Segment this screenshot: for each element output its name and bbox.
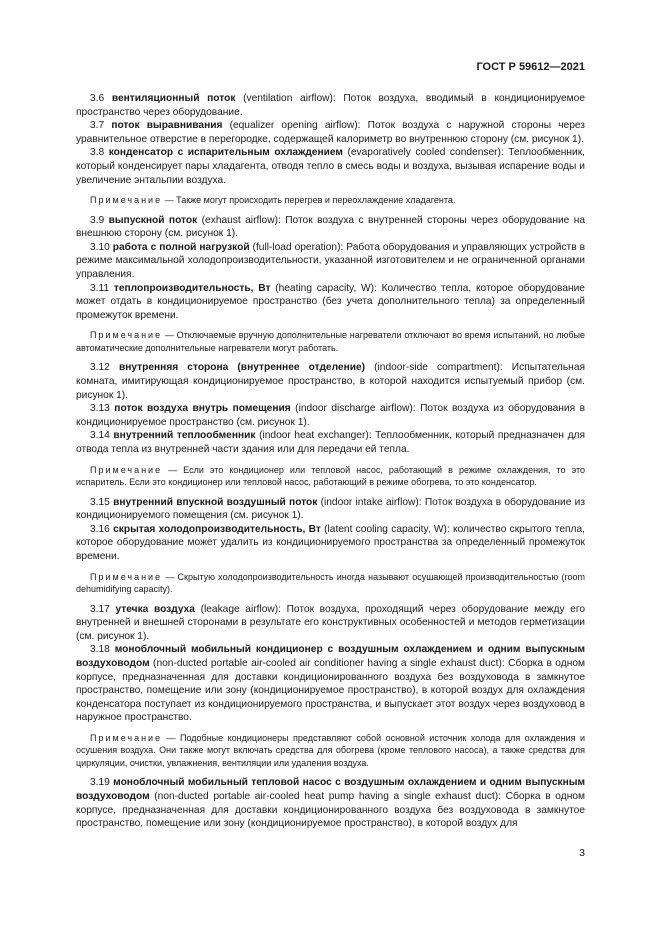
term: работа с полной нагрузкой <box>112 241 250 253</box>
entry-3-15: 3.15 внутренний впускной воздушный поток (indoor intake airflow): Поток воздуха в оборудование из кондиционируемого помещения (см. рисунок 1). <box>76 496 585 522</box>
entry-3-9: 3.9 выпускной поток (exhaust airflow): Поток воздуха с внутренней стороны через оборудование на внешнюю сторону (см. рисунок 1). <box>76 214 586 240</box>
term: утечка воздуха <box>115 603 195 615</box>
entry-3-6: 3.6 вентиляционный поток (ventilation airflow): Поток воздуха, вводимый в кондиционируемое пространство через оборудование. <box>76 93 585 118</box>
term: конденсатор с испарительным охлаждением <box>108 147 343 159</box>
entry-3-14: 3.14 внутренний теплообменник (indoor heat exchanger): Теплообменник, который предназначен для отвода тепла из внутренней части здания или для передачи ей тепла. <box>76 430 585 455</box>
document-body <box>76 92 585 831</box>
entry-3-11: 3.11 теплопроизводительность, Вт (heating capacity, W): Количество тепла, которое оборудование может отдать в кондиционируемое пространство (без учета дополнительного тепла) за определенный промежуток времени. <box>76 282 585 321</box>
entry-3-16: 3.16 скрытая холодопроизводительность, Вт (latent cooling capacity, W): количество скрытого тепла, которое оборудование может удалить из кондиционируемого пространства за определенный промежуток времени. <box>76 523 585 562</box>
note: Примечание — Отключаемые вручную дополнительные нагреватели отключают во время испытаний, но любые автоматические дополнительные нагреватели могут работать. <box>76 330 585 353</box>
standard-header: ГОСТ Р 59612—2021 <box>476 61 585 73</box>
entry-3-7: 3.7 поток выравнивания (equalizer opening airflow): Поток воздуха с наружной стороны через уравнительное отверстие в перегородке, содержащей калориметр во внутреннюю сторону (см. рисунок 1). <box>76 120 585 145</box>
term: поток воздуха внутрь помещения <box>114 403 291 415</box>
entry-3-8: 3.8 конденсатор с испарительным охлаждением (evaporatively cooled condenser): Теплообменник, который конденсирует пары хладагента, отводя тепло в смесь воды и воздуха, вызывая испарение воды и увеличение энтальпии воздуха. <box>76 147 585 186</box>
term: внутренний впускной воздушный поток <box>113 496 318 508</box>
term: скрытая холодопроизводительность, Вт <box>113 523 321 535</box>
term: внутренний теплообменник <box>113 430 256 442</box>
entry-3-13: 3.13 поток воздуха внутрь помещения (indoor discharge airflow): Поток воздуха из оборудования в кондиционируемое пространство (см. рисунок 1). <box>76 403 585 428</box>
term: моноблочный мобильный кондиционер с воздушным охлаждением и одним выпускным воздуховодом <box>76 644 585 669</box>
term: теплопроизводительность, Вт <box>113 282 271 294</box>
term: вентиляционный поток <box>111 93 236 104</box>
entry-3-12: 3.12 внутренняя сторона (внутреннее отделение) (indoor-side compartment): Испытательная комната, имитирующая кондиционируемое пространство, в которой находится испытуемый прибор (см. рисунок 1). <box>76 362 585 401</box>
entry-3-18: 3.18 моноблочный мобильный кондиционер с воздушным охлаждением и одним выпускным воздуховодом (non-ducted portable air-cooled air conditioner having a single exhaust duct): Сборка в одном корпусе, предназначенная для доставки кондиционированного воздуха без воздуховода в замкнутое пространство, помещение или зону (кондиционируемое пространство), в которой воздух для охлаждения конденсатора поступает из кондиционируемого пространства, и выпускает этот воздух через воздуховод в наружное пространство. <box>76 644 585 724</box>
note: Примечание — Скрытую холодопроизводительность иногда называют осушающей производительностью (room dehumidifying capacity). <box>76 571 585 595</box>
note: Примечание — Подобные кондиционеры представляют собой основной источник холода для охлаждения и осушения воздуха. Они также могут включать средства для обогрева (кроме теплового насоса), а также средства для циркуляции, очистки, увлажнения, вентиляции или удаления воздуха. <box>76 732 585 768</box>
note: Примечание — Также могут происходить перегрев и переохлаждение хладагента. <box>90 195 456 206</box>
term: поток выравнивания <box>111 120 223 132</box>
entry-3-19: 3.19 моноблочный мобильный тепловой насос с воздушным охлаждением и одним выпускным воздуховодом (non-ducted portable air-cooled heat pump having a single exhaust duct): Сборка в одном корпусе, предназначенная для доставки кондиционированного воздуха без воздуховода в замкнутое пространство, помещение или зону (кондиционируемое пространство), в которой воздух для <box>76 777 585 830</box>
entry-3-10: 3.10 работа с полной нагрузкой (full-load operation): Работа оборудования и управляющих устройств в режиме максимальной холодопроизводительности, указанной изготовителем и не ограниченной органами управления. <box>76 241 585 281</box>
note: Примечание — Если это кондиционер или тепловой насос, работающий в режиме охлаждения, то это испаритель. Если это кондиционер или тепловой насос, работающий в режиме обогрева, то это конденсатор. <box>76 464 585 488</box>
term: внутренняя сторона (внутреннее отделение) <box>118 362 366 374</box>
entry-3-17: 3.17 утечка воздуха (leakage airflow): Поток воздуха, проходящий через оборудование между его внутренней и внешней сторонами в результате его конструктивных особенностей и методов герметизации (см. рисунок 1). <box>76 603 585 642</box>
page-number: 3 <box>579 847 585 859</box>
term: выпускной поток <box>108 214 198 226</box>
term: моноблочный мобильный тепловой насос с воздушным охлаждением и одним выпускным воздуховодом <box>76 777 585 802</box>
